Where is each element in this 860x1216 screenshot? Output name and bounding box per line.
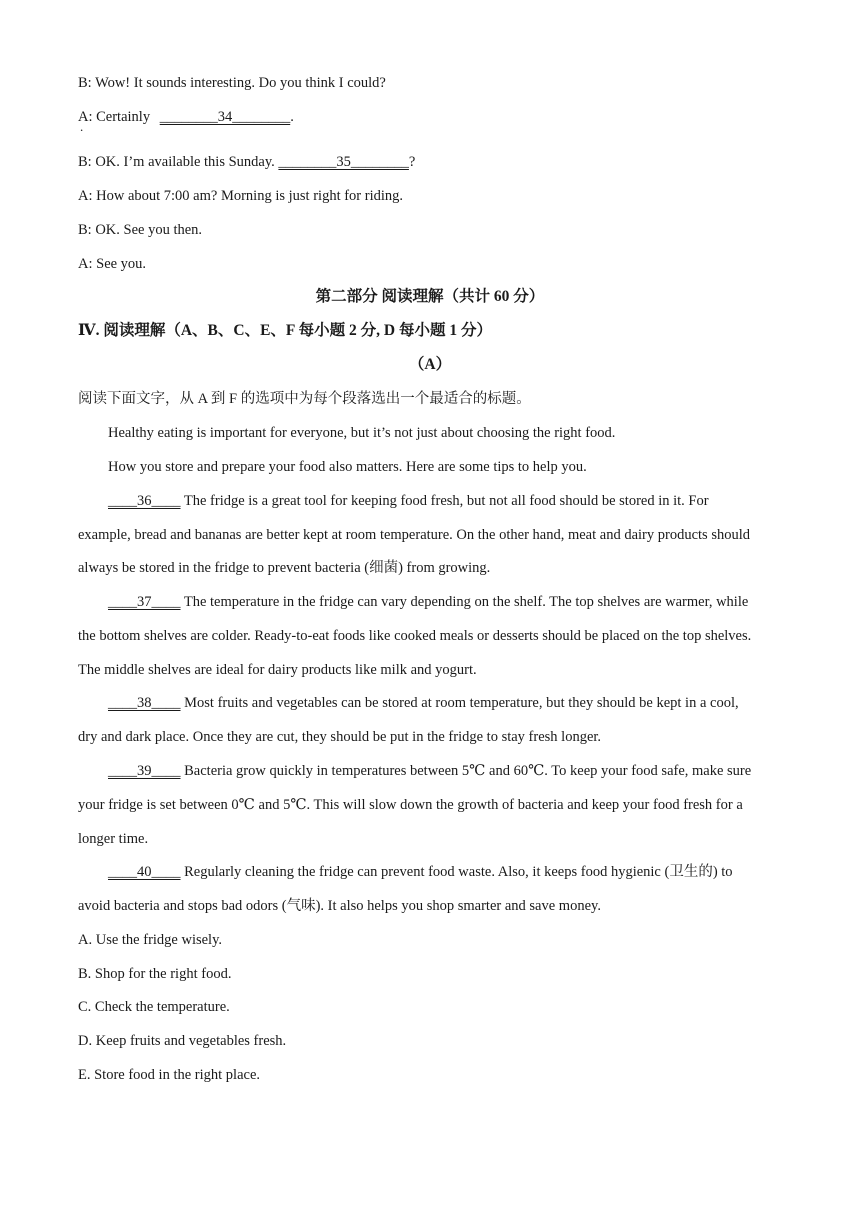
paragraph-40-line-2: avoid bacteria and stops bad odors (气味). It also helps you shop smarter and save money. <box>78 898 601 914</box>
dialogue-line-6: A: See you. <box>78 256 147 272</box>
intro-line-2: How you store and prepare your food also matters. Here are some tips to help you. <box>108 459 587 475</box>
option-b: B. Shop for the right food. <box>78 966 232 982</box>
dialogue-line-3-end: ? <box>408 154 416 170</box>
part-title: 第二部分 阅读理解（共计 60 分） <box>315 288 545 305</box>
paragraph-39-line-2: your fridge is set between 0℃ and 5℃. This will slow down the growth of bacteria and keep your food fresh for a <box>78 797 743 813</box>
paragraph-39-line-1 <box>108 761 751 781</box>
paragraph-39-text: Bacteria grow quickly in temperatures between 5℃ and 60℃. To keep your food safe, make sure <box>180 763 752 779</box>
paragraph-38-text: Most fruits and vegetables can be stored at room temperature, but they should be kept in a cool, <box>180 695 739 711</box>
dialogue-line-2 <box>78 107 294 127</box>
blank-40[interactable]: ____40____ <box>108 864 181 880</box>
paragraph-37-line-2: the bottom shelves are colder. Ready-to-eat foods like cooked meals or desserts should be placed on the top shelves. <box>78 628 752 644</box>
paragraph-40-line-1 <box>108 862 733 882</box>
paragraph-37-text: The temperature in the fridge can vary depending on the shelf. The top shelves are warmer, while <box>180 594 749 610</box>
intro-line-1: Healthy eating is important for everyone, but it’s not just about choosing the right food. <box>108 425 616 441</box>
dialogue-line-2-text: A: Certainly . <box>78 109 150 125</box>
option-d: D. Keep fruits and vegetables fresh. <box>78 1033 287 1049</box>
instruction: 阅读下面文字，从 A 到 F 的选项中为每个段落选出一个最适合的标题。 <box>78 391 531 407</box>
paragraph-37-line-1 <box>108 592 748 612</box>
paragraph-40-text: Regularly cleaning the fridge can prevent food waste. Also, it keeps food hygienic (卫生的) to <box>180 864 733 880</box>
option-a: A. Use the fridge wisely. <box>78 932 223 948</box>
blank-36[interactable]: ____36____ <box>108 493 181 509</box>
blank-39[interactable]: ____39____ <box>108 763 181 779</box>
dialogue-line-2-end: . <box>290 109 294 125</box>
paragraph-36-line-2: example, bread and bananas are better kept at room temperature. On the other hand, meat and dairy products should <box>78 527 750 543</box>
paragraph-36-line-3: always be stored in the fridge to prevent bacteria (细菌) from growing. <box>78 560 491 576</box>
paragraph-38-line-2: dry and dark place. Once they are cut, they should be put in the fridge to stay fresh longer. <box>78 729 602 745</box>
option-c: C. Check the temperature. <box>78 999 230 1015</box>
dialogue-line-5: B: OK. See you then. <box>78 222 203 238</box>
blank-34[interactable]: ________34________ <box>159 109 291 125</box>
paragraph-37-line-3: The middle shelves are ideal for dairy products like milk and yogurt. <box>78 662 477 678</box>
dialogue-line-4: A: How about 7:00 am? Morning is just right for riding. <box>78 188 404 204</box>
dialogue-line-1: B: Wow! It sounds interesting. Do you think I could? <box>78 75 386 91</box>
passage-label: （A） <box>408 356 452 373</box>
blank-35[interactable]: ________35________ <box>278 154 409 170</box>
paragraph-38-line-1 <box>108 693 739 713</box>
dialogue-line-3-text: B: OK. I’m available this Sunday. <box>78 154 279 170</box>
paragraph-39-line-3: longer time. <box>78 831 149 847</box>
blank-37[interactable]: ____37____ <box>108 594 181 610</box>
paragraph-36-line-1 <box>108 491 709 511</box>
section-title: Ⅳ. 阅读理解（A、B、C、E、F 每小题 2 分, D 每小题 1 分） <box>78 322 492 339</box>
dialogue-line-3 <box>78 152 415 172</box>
paragraph-36-text: The fridge is a great tool for keeping food fresh, but not all food should be stored in it. For <box>180 493 709 509</box>
blank-38[interactable]: ____38____ <box>108 695 181 711</box>
option-e: E. Store food in the right place. <box>78 1067 261 1083</box>
